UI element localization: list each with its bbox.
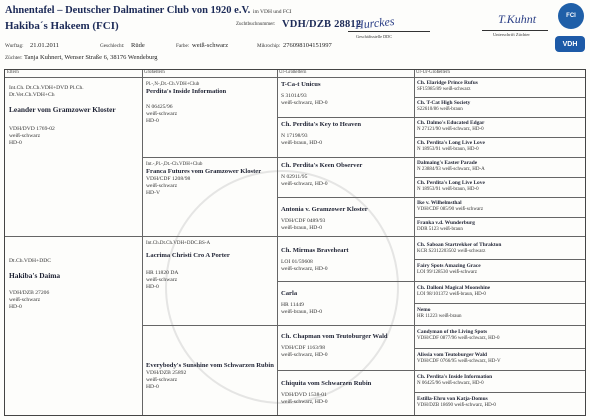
gg-grandparent-cell	[417, 80, 582, 93]
grandparent-reg: VDH/CDF 1208/98	[146, 176, 191, 183]
gg-grandparent-cell	[417, 200, 582, 213]
farbe-label: Farbe:	[176, 43, 190, 49]
gg-grandparent-name: Ch. Perdita's Long Live Love	[417, 140, 485, 146]
divider	[277, 70, 278, 415]
gg-grandparent-cell	[417, 374, 582, 387]
grandparent-cell	[146, 241, 274, 291]
dam-titles: Dt.Ch.VDH+DDC	[9, 258, 52, 264]
gg-grandparent-cell	[417, 263, 582, 276]
gg-grandparent-reg: VDH/DZB 18690 weiß-schwarz, HD-0	[417, 402, 496, 408]
grandparent-titles: Int.-,Pl.-,Dt.-Ch.VDH+Club	[146, 162, 203, 167]
grandparent-cell	[146, 362, 274, 391]
great-grandparent-reg: S 31014/93	[281, 93, 307, 100]
pedigree-header	[0, 0, 590, 68]
column-header-grosseltern: Großeltern	[142, 70, 277, 78]
club-signature-caption: Geschäftsstelle DDC	[356, 34, 393, 39]
pedigree-table	[4, 69, 586, 416]
gg-grandparent-name: Estilla-Ehru von Katja-Domus	[417, 396, 488, 402]
gg-grandparent-reg: SF15985/89 weiß-schwarz	[417, 86, 471, 92]
gg-grandparent-name: Dalmaing's Easter Parade	[417, 160, 478, 166]
dam-color: weiß-schwarz	[9, 297, 41, 304]
sire-titles: Dt.Vet.Ch.VDH+Ch	[9, 91, 55, 98]
great-grandparent-reg: VDH/DVD 1538-01	[281, 392, 327, 399]
gg-grandparent-reg: VDH/CDF 085/90 weiß-schwarz	[417, 206, 484, 212]
gg-grandparent-name: Ch. T-Cat High Society	[417, 100, 471, 106]
gg-grandparent-name: Candyman of the Living Spots	[417, 329, 488, 335]
gg-grandparent-name: Ch. Perdita's Long Live Love	[417, 180, 485, 186]
document-title: Ahnentafel – Deutscher Dalmatiner Club von 1920 e.V. im VDH und FCI	[5, 5, 292, 16]
divider	[142, 157, 585, 158]
gg-grandparent-cell	[417, 329, 582, 342]
great-grandparent-name: Ch. Perdita's Keen Observer	[281, 162, 363, 169]
gg-grandparent-name: Ch. Elaridge Prince Rufus	[417, 80, 478, 86]
geschlecht-label: Geschlecht:	[100, 43, 125, 49]
gg-grandparent-name: Ike v. Wilhelmsthal	[417, 200, 462, 206]
gg-grandparent-cell	[417, 100, 582, 113]
grandparent-cell	[146, 82, 274, 125]
sire-cell	[9, 85, 141, 147]
divider	[414, 392, 585, 393]
divider	[414, 137, 585, 138]
great-grandparent-color: weiß-schwarz, HD-0	[281, 100, 328, 107]
zuechter-value: Tanja Kuhnert, Wenser Straße 6, 38176 Wendeburg	[24, 54, 158, 61]
great-grandparent-color: weiß-schwarz, HD-0	[281, 399, 328, 406]
reg-label: Zuchtbuchnummer:	[236, 22, 276, 27]
gg-grandparent-cell	[417, 242, 582, 255]
divider	[5, 236, 585, 237]
great-grandparent-name: Ch. Mirmas Braveheart	[281, 247, 349, 254]
fci-logo-icon: FCI	[558, 3, 584, 29]
gg-grandparent-reg: VDH/CDF 0877/96 weiß-schwarz, HD-0	[417, 335, 500, 341]
gg-grandparent-reg: N 06425/96 weiß-schwarz, HD-0	[417, 380, 484, 386]
gg-grandparent-name: Ch. Dalmo's Educated Edgar	[417, 120, 485, 126]
gg-grandparent-reg: N 18953/91 weiß-braun, HD-0	[417, 186, 479, 192]
gg-grandparent-cell	[417, 120, 582, 133]
column-header-ururgrosseltern: Ur-Ur-Großeltern	[414, 70, 585, 78]
divider	[414, 259, 585, 260]
breeder-signature-caption: Unterschrift Züchter	[493, 32, 530, 37]
dam-name: Hakiba's Daima	[9, 270, 61, 280]
divider	[142, 70, 143, 415]
divider	[414, 70, 415, 415]
great-grandparent-reg: VDH/CDF 0489/93	[281, 218, 326, 225]
gg-grandparent-reg: N 27121/90 weiß-schwarz, HD-0	[417, 126, 484, 132]
grandparent-name: Lacrima Christi Cro A Porter	[146, 252, 230, 260]
gg-grandparent-cell	[417, 220, 582, 233]
sire-hd: HD-0	[9, 140, 22, 147]
great-grandparent-cell	[281, 162, 411, 188]
dam-cell	[9, 258, 141, 311]
grandparent-hd: HD-0	[146, 118, 159, 125]
great-grandparent-cell	[281, 333, 411, 359]
gg-grandparent-cell	[417, 352, 582, 365]
grandparent-color: weiß-schwarz	[146, 183, 178, 190]
great-grandparent-cell	[281, 290, 411, 316]
farbe-value: weiß-schwarz	[192, 42, 229, 49]
great-grandparent-color: weiß-braun, HD-0	[281, 140, 323, 147]
great-grandparent-reg: N 02911/95	[281, 174, 308, 181]
title-suffix: im VDH und FCI	[252, 9, 292, 15]
vdh-logo-icon: VDH	[555, 36, 585, 52]
divider	[414, 97, 585, 98]
gg-grandparent-reg: S22610/86 weiß-braun	[417, 106, 463, 112]
gg-grandparent-cell	[417, 140, 582, 153]
gg-grandparent-reg: DDR 5123 weiß-braun	[417, 226, 463, 232]
column-header-eltern: Eltern	[5, 70, 142, 78]
breeder-signature: T.Kuhnt	[498, 12, 537, 26]
dam-reg: VDH/DZB 27206	[9, 290, 50, 297]
sire-reg: VDH/DVD 1769-02	[9, 126, 55, 133]
gg-grandparent-cell	[417, 307, 582, 320]
mikrochip-label: Mikrochip:	[257, 43, 281, 49]
divider	[277, 370, 585, 371]
great-grandparent-color: weiß-braun, HD-0	[281, 225, 323, 232]
wurftag-value: 21.01.2011	[30, 42, 60, 49]
grandparent-titles: Int.Ch.Dt.Ch.VDH+DDC.BS-A	[146, 241, 211, 246]
grandparent-reg: VDH/DZB 25892	[146, 370, 187, 377]
grandparent-titles: Pl.-,N-,Dt.-Ch.VDH+Club	[146, 82, 200, 87]
gg-grandparent-cell	[417, 160, 582, 173]
grandparent-reg: N 06425/96	[146, 104, 173, 111]
gg-grandparent-cell	[417, 180, 582, 193]
great-grandparent-cell	[281, 247, 411, 273]
great-grandparent-reg: N 17198/93	[281, 133, 308, 140]
signature-line	[348, 31, 430, 32]
gg-grandparent-name: Ch. Saboan Startrekker of Thrakton	[417, 242, 502, 248]
gg-grandparent-reg: N 23884/93 weiß-schwarz, HD-A	[417, 166, 485, 172]
grandparent-name: Franca Futures vom Gramzower Kloster	[146, 168, 262, 176]
sire-color: weiß-schwarz	[9, 133, 41, 140]
grandparent-color: weiß-schwarz	[146, 377, 178, 384]
great-grandparent-name: T-Ca-t Unicus	[281, 81, 321, 88]
grandparent-hd: HD-0	[146, 284, 159, 291]
divider	[414, 348, 585, 349]
divider	[277, 281, 585, 282]
great-grandparent-name: Ch. Perdita's Key to Heaven	[281, 121, 362, 128]
divider	[142, 325, 585, 326]
great-grandparent-cell	[281, 206, 411, 232]
divider	[414, 217, 585, 218]
gg-grandparent-name: Franka v.d. Wunderburg	[417, 220, 475, 226]
gg-grandparent-reg: LOI 98/101372 weiß-braun, HD-0	[417, 291, 486, 297]
grandparent-hd: HD-0	[146, 384, 159, 391]
gg-grandparent-reg: HR 11223 weiß-braun	[417, 313, 462, 319]
grandparent-name: Perdita's Inside Information	[146, 88, 227, 96]
great-grandparent-reg: HR 11449	[281, 302, 304, 309]
dog-name: Hakiba´s Hakeem (FCI)	[5, 20, 119, 32]
grandparent-hd: HD-V	[146, 190, 160, 197]
great-grandparent-name: Carla	[281, 290, 298, 297]
gg-grandparent-name: Ch. Dalloni Magical Moonshine	[417, 285, 491, 291]
gg-grandparent-name: Alissia vom Teutoburger Wald	[417, 352, 488, 358]
gg-grandparent-cell	[417, 285, 582, 298]
reg-number: VDH/DZB 28812	[282, 19, 362, 30]
great-grandparent-name: Chiquita vom Schwarzen Rubin	[281, 380, 372, 387]
great-grandparent-cell	[281, 81, 411, 107]
great-grandparent-color: weiß-braun, HD-0	[281, 309, 323, 316]
club-signature: Hurckes	[354, 13, 396, 33]
divider	[277, 197, 585, 198]
great-grandparent-name: Antonia v. Gramzower Kloster	[281, 206, 368, 213]
grandparent-reg: HR 11820 DA	[146, 270, 179, 277]
grandparent-color: weiß-schwarz	[146, 111, 178, 118]
geschlecht-value: Rüde	[131, 42, 145, 49]
grandparent-name: Everybody's Sunshine vom Schwarzen Rubin	[146, 362, 274, 369]
mikrochip-value: 276098104151997	[283, 42, 332, 49]
gg-grandparent-reg: N 18953/91 weiß-braun, HD-0	[417, 146, 479, 152]
gg-grandparent-reg: VDH/CDF 0766/95 weiß-schwarz, HD-V	[417, 358, 501, 364]
great-grandparent-reg: LOI 01/59608	[281, 259, 313, 266]
dam-hd: HD-0	[9, 304, 22, 311]
great-grandparent-cell	[281, 121, 411, 147]
grandparent-cell	[146, 162, 274, 197]
gg-grandparent-cell	[417, 396, 582, 409]
great-grandparent-color: weiß-schwarz, HD-0	[281, 266, 328, 273]
column-header-urgrosseltern: Ur-Großeltern	[277, 70, 414, 78]
divider	[414, 303, 585, 304]
great-grandparent-cell	[281, 380, 411, 406]
divider	[277, 117, 585, 118]
gg-grandparent-name: Nemo	[417, 307, 431, 313]
great-grandparent-name: Ch. Chapman vom Teutoburger Wald	[281, 333, 388, 340]
divider	[414, 177, 585, 178]
gg-grandparent-reg: LOI 99/128530 weiß-schwarz	[417, 269, 477, 275]
great-grandparent-reg: VDH/CDF 1163/98	[281, 345, 326, 352]
great-grandparent-color: weiß-schwarz, HD-0	[281, 352, 328, 359]
gg-grandparent-name: Fairy Spots Amazing Grace	[417, 263, 481, 269]
great-grandparent-color: weiß-schwarz, HD-0	[281, 181, 328, 188]
signature-line	[482, 30, 548, 31]
gg-grandparent-name: Ch. Perdita's Inside Information	[417, 374, 493, 380]
wurftag-label: Wurftag:	[5, 43, 24, 49]
gg-grandparent-reg: KCR S2312203502 weiß-schwarz	[417, 248, 486, 254]
zuechter-label: Züchter:	[5, 55, 23, 61]
sire-titles: Int.Ch. Dt.Ch.VDH+DVD Pl.Ch.	[9, 85, 84, 91]
sire-name: Leander vom Gramzower Kloster	[9, 104, 116, 114]
grandparent-color: weiß-schwarz	[146, 277, 178, 284]
